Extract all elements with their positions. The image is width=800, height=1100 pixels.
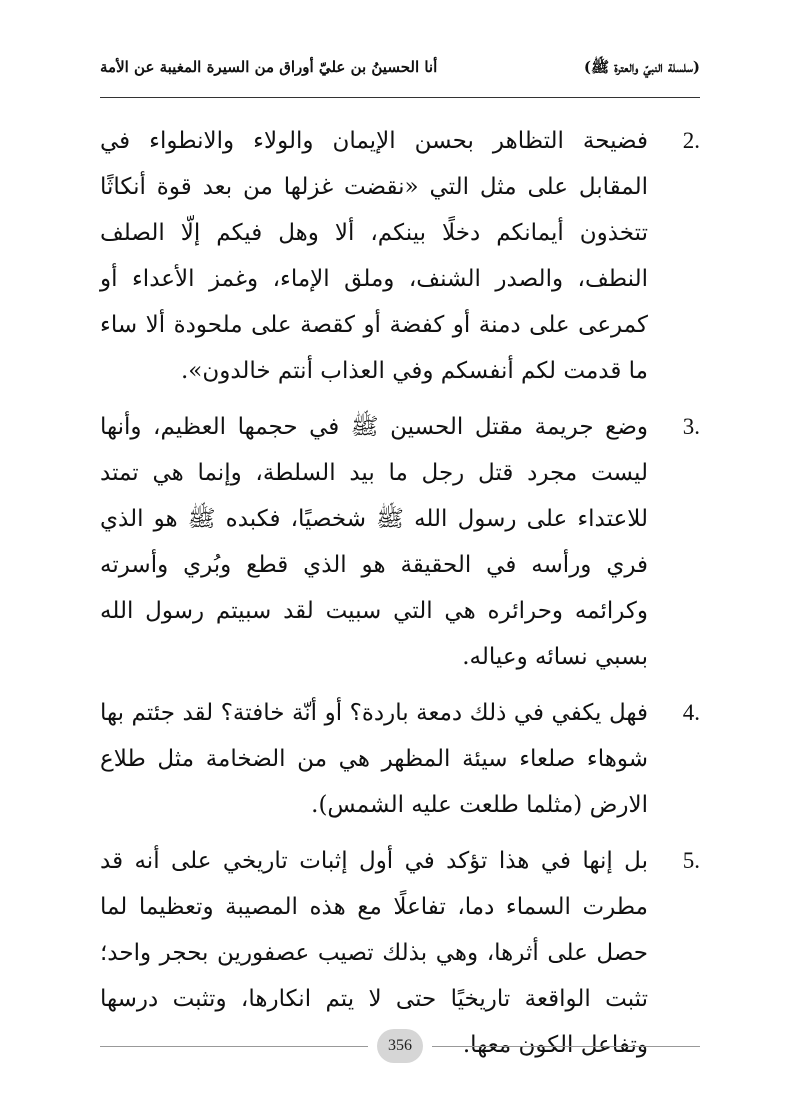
list-item <box>100 118 700 394</box>
item-number: 3. <box>682 414 700 439</box>
page-number: 356 <box>377 1029 423 1063</box>
header-divider <box>100 97 700 98</box>
list-item <box>100 404 700 680</box>
list-item <box>100 690 700 828</box>
item-number: 2. <box>682 128 700 153</box>
page-footer <box>100 1026 700 1066</box>
book-title: أنا الحسينُ بن عليّ أوراق من السيرة المغيبة عن الأمة <box>100 58 438 76</box>
item-number: 4. <box>682 700 700 725</box>
item-number: 5. <box>682 848 700 873</box>
item-text: فضيحة التظاهر بحسن الإيمان والولاء والانطواء في المقابل على مثل التي «نقضت غزلها من بعد قوة أنكاثًا تتخذون أيمانكم دخلًا بينكم، ألا وهل فيكم إلّا الصلف النطف، والصدر الشنف، وملق الإماء، وغمز الأعداء أو كمرعى على دمنة أو كفضة أو كقصة على ملحودة ألا ساء ما قدمت لكم أنفسكم وفي العذاب أنتم خالدون». <box>100 128 648 384</box>
footer-divider-left <box>100 1046 368 1047</box>
item-text: بل إنها في هذا تؤكد في أول إثبات تاريخي على أنه قد مطرت السماء دما، تفاعلًا مع هذه المصيبة وتعظيما لما حصل على أثرها، وهي بذلك تصيب عصفورين بحجر واحد؛ تثبت الواقعة تاريخيًا حتى لا يتم انكارها، وتثبت درسها وتفاعل الكون معها. <box>100 848 648 1058</box>
item-text: فهل يكفي في ذلك دمعة باردة؟ أو أنّة خافتة؟ لقد جئتم بها شوهاء صلعاء سيئة المظهر هي من الضخامة مثل طلاع الارض (مثلما طلعت عليه الشمس). <box>100 700 648 818</box>
item-text: وضع جريمة مقتل الحسين ﷺ في حجمها العظيم، وأنها ليست مجرد قتل رجل ما بيد السلطة، وإنما هي تمتد للاعتداء على رسول الله ﷺ شخصيًا، فكبده ﷺ هو الذي فري ورأسه في الحقيقة هو الذي قطع وبُري وأسرته وكرائمه وحرائره هي التي سبيت لقد سبيتم رسول الله بسبي نسائه وعياله. <box>100 414 648 670</box>
running-header <box>100 58 700 98</box>
series-title: (سلسلة النبيّ والعترة ﷺ) <box>583 58 700 76</box>
page-body <box>100 118 700 1078</box>
footer-divider-right <box>432 1046 700 1047</box>
